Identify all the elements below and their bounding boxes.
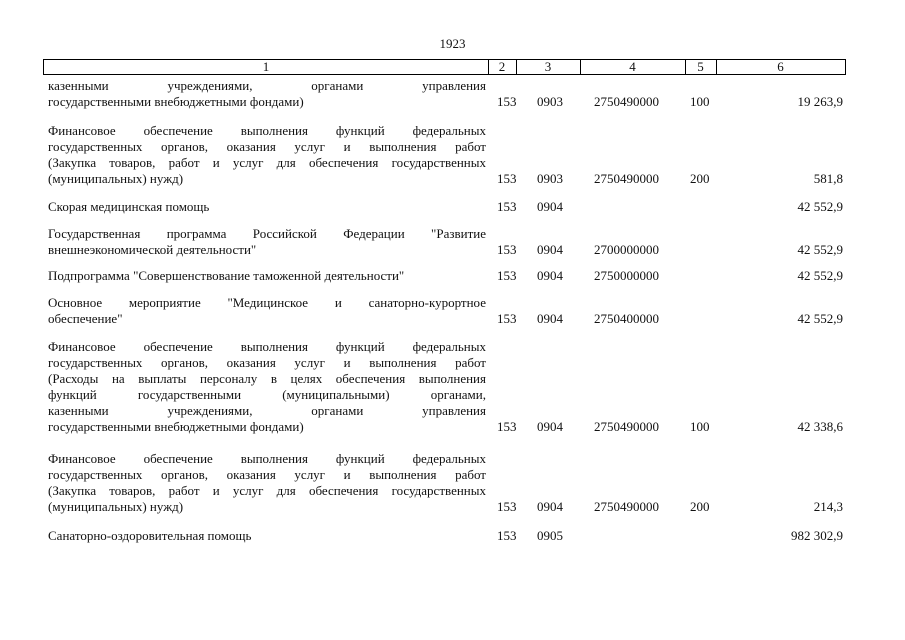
col-6-value: 214,3 — [813, 499, 843, 514]
col-2-value: 153 — [497, 499, 517, 514]
col-6-value: 42 552,9 — [797, 311, 843, 326]
description-line: (муниципальных) нужд) — [48, 499, 184, 514]
description-line: (муниципальных) нужд) — [48, 171, 184, 186]
page-number: 1923 — [439, 36, 466, 51]
col-6-value: 982 302,9 — [791, 528, 843, 543]
col-3-value: 0905 — [537, 528, 563, 543]
table-row — [0, 528, 905, 544]
row-description — [48, 339, 486, 435]
table-row — [0, 199, 905, 215]
col-4-value: 2750490000 — [594, 171, 659, 186]
col-3-value: 0904 — [537, 242, 563, 257]
description-line: Санаторно-оздоровительная помощь — [48, 528, 252, 543]
col-3-value: 0904 — [537, 311, 563, 326]
description-line: государственными внебюджетными фондами) — [48, 94, 304, 109]
col-6-value: 42 552,9 — [797, 199, 843, 214]
col-6-value: 581,8 — [813, 171, 843, 186]
col-3-value: 0904 — [537, 199, 563, 214]
col-5-value: 100 — [690, 94, 710, 109]
table-row — [0, 268, 905, 284]
description-line: Скорая медицинская помощь — [48, 199, 210, 214]
table-row — [0, 339, 905, 435]
description-line: казенными учреждениями, органами управления — [48, 78, 486, 93]
description-line: Финансовое обеспечение выполнения функций федеральных — [48, 123, 486, 138]
col-2-value: 153 — [497, 171, 517, 186]
col-6-value: 42 338,6 — [797, 419, 843, 434]
col-5-value: 200 — [690, 171, 710, 186]
table-row — [0, 451, 905, 515]
col-6-value: 42 552,9 — [797, 242, 843, 257]
col-2-value: 153 — [497, 268, 517, 283]
row-description — [48, 528, 486, 544]
col-2-value: 153 — [497, 242, 517, 257]
table-row — [0, 78, 905, 110]
header-col-4: 4 — [580, 60, 686, 74]
header-col-2: 2 — [488, 60, 517, 74]
description-line: государственных органов, оказания услуг и выполнения работ — [48, 139, 486, 154]
col-6-value: 19 263,9 — [797, 94, 843, 109]
description-line: (Закупка товаров, работ и услуг для обеспечения государственных — [48, 483, 486, 498]
col-3-value: 0904 — [537, 499, 563, 514]
row-description — [48, 199, 486, 215]
col-3-value: 0903 — [537, 94, 563, 109]
description-line: Финансовое обеспечение выполнения функций федеральных — [48, 451, 486, 466]
col-5-value: 100 — [690, 419, 710, 434]
description-line: (Закупка товаров, работ и услуг для обеспечения государственных — [48, 155, 486, 170]
col-4-value: 2700000000 — [594, 242, 659, 257]
description-line: Финансовое обеспечение выполнения функций федеральных — [48, 339, 486, 354]
col-2-value: 153 — [497, 199, 517, 214]
col-2-value: 153 — [497, 94, 517, 109]
header-col-1: 1 — [44, 60, 489, 74]
row-description — [48, 295, 486, 327]
description-line: государственных органов, оказания услуг и выполнения работ — [48, 355, 486, 370]
header-col-6: 6 — [777, 59, 784, 74]
col-6-value: 42 552,9 — [797, 268, 843, 283]
description-line: функций государственными (муниципальными) органами, — [48, 387, 486, 402]
col-2-value: 153 — [497, 419, 517, 434]
description-line: обеспечение" — [48, 311, 123, 326]
col-4-value: 2750490000 — [594, 499, 659, 514]
table-row — [0, 123, 905, 187]
row-description — [48, 451, 486, 515]
col-5-value: 200 — [690, 499, 710, 514]
col-4-value: 2750400000 — [594, 311, 659, 326]
table-row — [0, 226, 905, 258]
description-line: казенными учреждениями, органами управления — [48, 403, 486, 418]
description-line: (Расходы на выплаты персоналу в целях обеспечения выполнения — [48, 371, 486, 386]
description-line: государственными внебюджетными фондами) — [48, 419, 304, 434]
row-description — [48, 78, 486, 110]
row-description — [48, 226, 486, 258]
col-2-value: 153 — [497, 311, 517, 326]
col-2-value: 153 — [497, 528, 517, 543]
header-col-3: 3 — [516, 60, 581, 74]
description-line: Подпрограмма "Совершенствование таможенной деятельности" — [48, 268, 405, 283]
description-line: Основное мероприятие "Медицинское и санаторно-курортное — [48, 295, 486, 310]
col-3-value: 0904 — [537, 268, 563, 283]
description-line: государственных органов, оказания услуг и выполнения работ — [48, 467, 486, 482]
col-4-value: 2750000000 — [594, 268, 659, 283]
header-col-5: 5 — [685, 60, 717, 74]
col-3-value: 0904 — [537, 419, 563, 434]
row-description — [48, 123, 486, 187]
row-description — [48, 268, 486, 284]
table-row — [0, 295, 905, 327]
description-line: Государственная программа Российской Федерации "Развитие — [48, 226, 486, 241]
col-4-value: 2750490000 — [594, 419, 659, 434]
col-4-value: 2750490000 — [594, 94, 659, 109]
col-3-value: 0903 — [537, 171, 563, 186]
description-line: внешнеэкономической деятельности" — [48, 242, 257, 257]
